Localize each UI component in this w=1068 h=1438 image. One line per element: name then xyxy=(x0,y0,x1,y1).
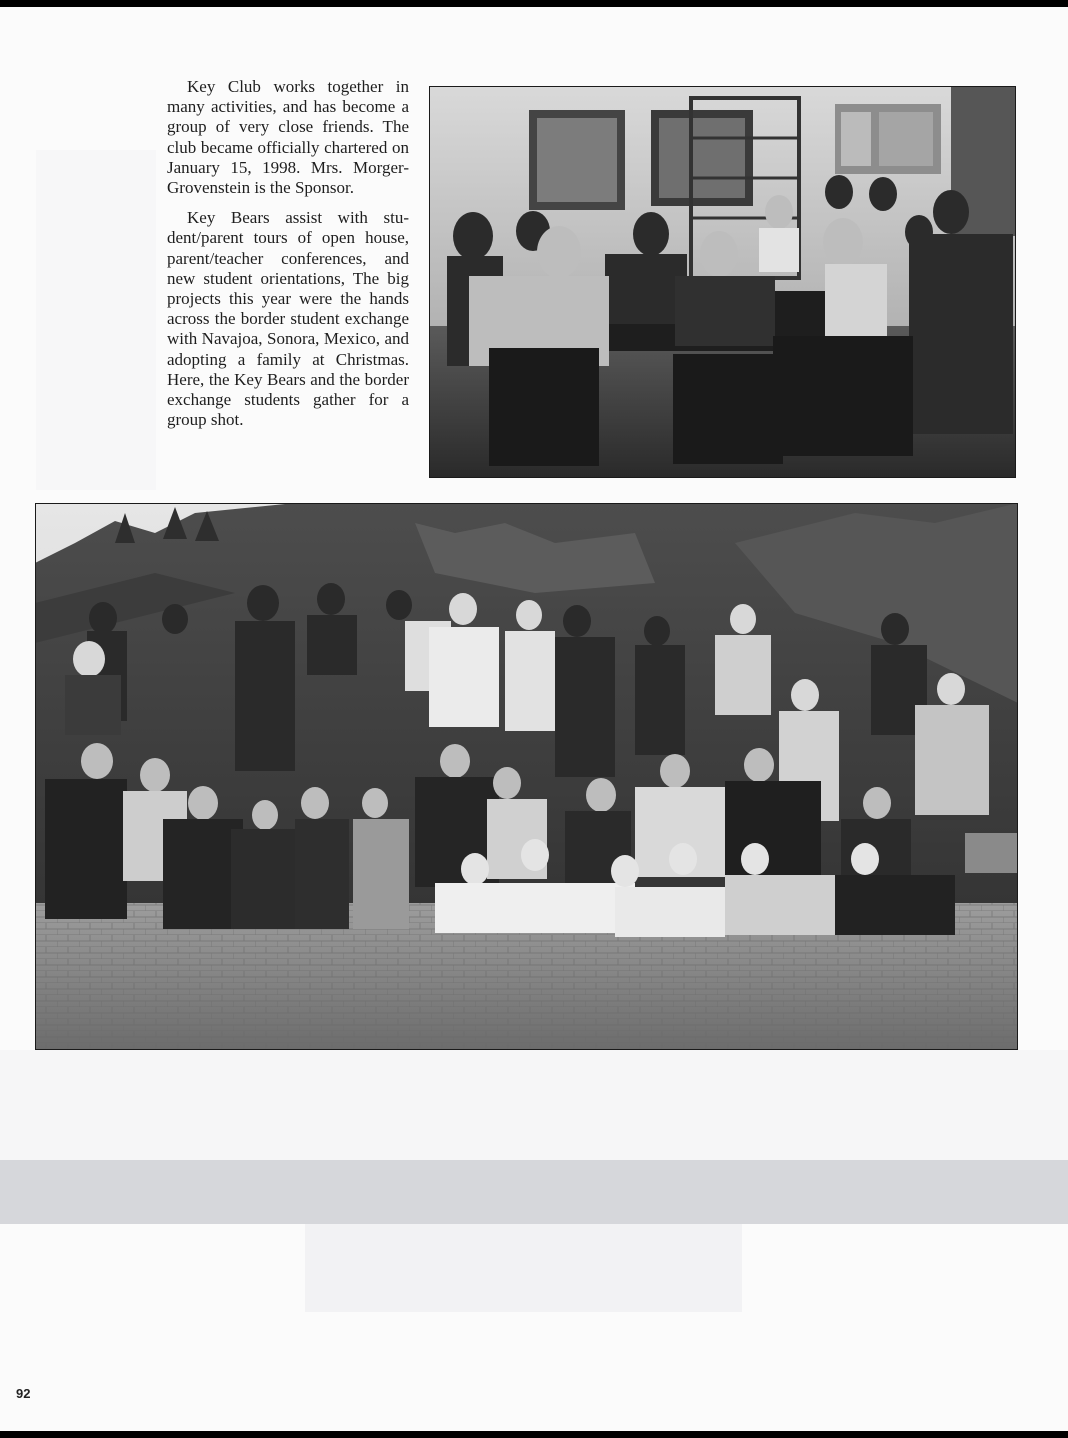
caption-paragraph-2: Key Bears assist with student/parent tours of open house, parent/teacher conferences, and new student orientations, The big projects this year were the hands across the border student exchange with Navajoa, Sonora, Mexico, and adopting a family at Christmas. Here, the Key Bears and the border exchange students gather for a group shot. xyxy=(167,208,409,430)
bottom-border xyxy=(0,1431,1068,1438)
lower-page-shading xyxy=(0,1050,1068,1160)
caption-text xyxy=(167,77,409,440)
caption-paragraph-1: Key Club works together in many activities, and has become a group of very close friends. The club became officially chartered on January 15, 1998. Mrs. Morger-Grovenstein is the Sponsor. xyxy=(167,77,409,198)
key-club-meeting-photo xyxy=(429,86,1016,478)
gray-decorative-band xyxy=(0,1160,1068,1224)
top-border xyxy=(0,0,1068,7)
group-portrait-photo xyxy=(35,503,1018,1050)
faded-bleedthrough-area xyxy=(305,1224,742,1312)
page-shading xyxy=(36,150,156,490)
page-number: 92 xyxy=(16,1386,31,1401)
